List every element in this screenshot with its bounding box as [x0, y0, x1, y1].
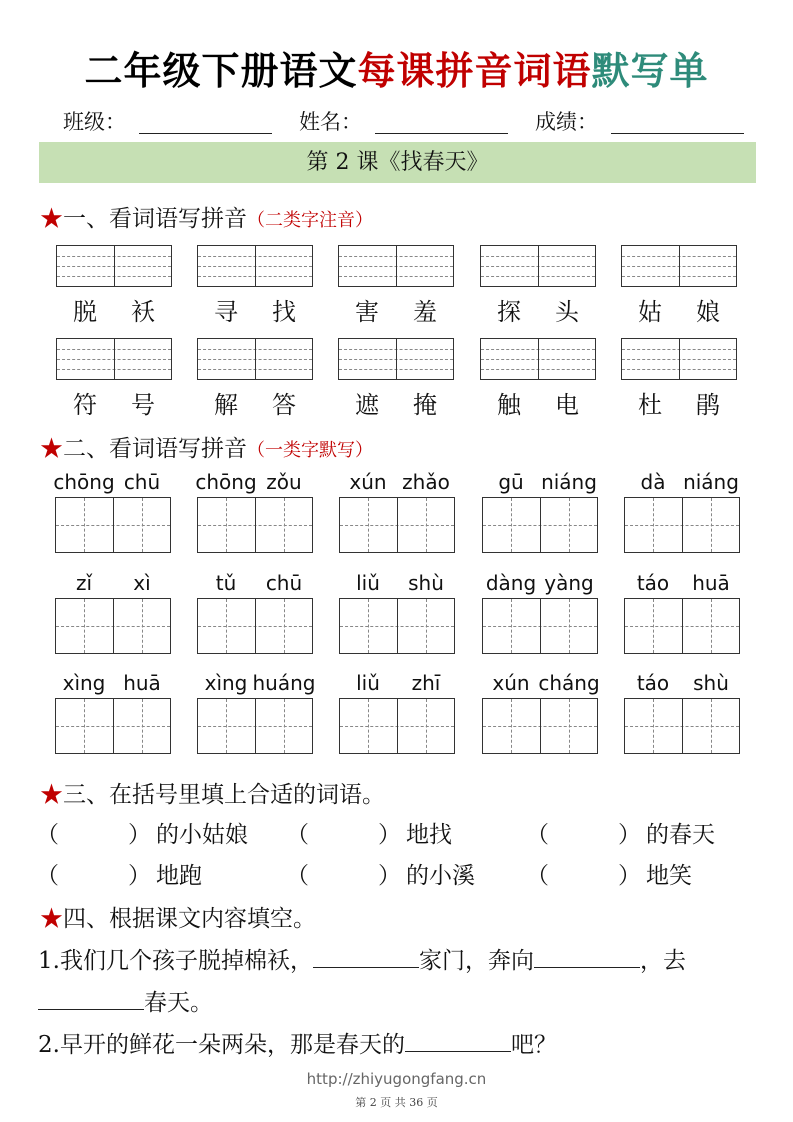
word-character: 姑	[638, 298, 662, 326]
section3-heading	[40, 776, 385, 809]
name-label: 姓名：	[299, 110, 362, 134]
question-1-line1	[38, 942, 686, 975]
fill-item-text: 的春天	[646, 822, 715, 848]
pinyin-writing-box[interactable]	[621, 245, 737, 287]
section4-heading	[40, 900, 316, 933]
close-paren: ）	[378, 822, 401, 848]
word-character: 鹃	[696, 391, 720, 419]
character-writing-box[interactable]	[55, 497, 171, 553]
pinyin-syllable: shù	[693, 671, 729, 695]
pinyin-syllable: huā	[123, 671, 161, 695]
open-paren: （	[36, 822, 59, 848]
word-character: 袄	[131, 298, 155, 326]
star-icon: ★	[40, 906, 63, 932]
pinyin-syllable: chū	[123, 470, 161, 494]
q1-blank-1[interactable]	[313, 945, 419, 968]
pinyin-syllable: niáng	[683, 470, 739, 494]
word-character: 解	[214, 391, 238, 419]
answer-slot[interactable]	[62, 816, 128, 844]
answer-slot[interactable]	[62, 857, 128, 885]
open-paren: （	[526, 822, 549, 848]
word-character: 号	[131, 391, 155, 419]
pinyin-writing-box[interactable]	[56, 338, 172, 380]
pinyin-syllable: xún	[349, 470, 387, 494]
word-character: 寻	[214, 298, 238, 326]
answer-slot[interactable]	[312, 816, 378, 844]
pinyin-syllable: táo	[636, 571, 670, 595]
pinyin-writing-box[interactable]	[197, 338, 313, 380]
pinyin-syllable: liǔ	[356, 671, 380, 695]
question-1-line2	[38, 984, 213, 1017]
pinyin-syllable: táo	[636, 671, 670, 695]
page-number: 第 2 页 共 36 页	[355, 1096, 438, 1109]
section1-title: 一、看词语写拼音	[63, 206, 247, 232]
question-2	[38, 1026, 557, 1059]
open-paren: （	[286, 822, 309, 848]
close-paren: ）	[378, 863, 401, 889]
answer-slot[interactable]	[552, 816, 618, 844]
star-icon: ★	[40, 206, 63, 232]
pinyin-syllable: chōng	[53, 470, 115, 494]
fill-item-text: 地笑	[646, 863, 692, 889]
title-part-grade: 二年级下册语文	[84, 48, 358, 93]
section1-heading	[40, 200, 373, 233]
word-character: 答	[272, 391, 296, 419]
pinyin-writing-box[interactable]	[56, 245, 172, 287]
word-character: 符	[73, 391, 97, 419]
answer-slot[interactable]	[552, 857, 618, 885]
section2-title: 二、看词语写拼音	[63, 436, 247, 462]
pinyin-syllable: gū	[498, 470, 524, 494]
character-writing-box[interactable]	[339, 698, 455, 754]
pinyin-syllable: xìng	[62, 671, 106, 695]
close-paren: ）	[618, 822, 641, 848]
open-paren: （	[526, 863, 549, 889]
class-label: 班级：	[63, 110, 126, 134]
pinyin-syllable: niáng	[541, 470, 597, 494]
title-part-dictation: 默写单	[591, 48, 709, 93]
q2-text-a: 2.早开的鲜花一朵两朵，那是春天的	[38, 1032, 405, 1058]
score-label: 成绩：	[535, 110, 598, 134]
pinyin-syllable: liǔ	[356, 571, 380, 595]
pinyin-syllable: huā	[692, 571, 730, 595]
character-writing-box[interactable]	[482, 497, 598, 553]
word-character: 触	[497, 391, 521, 419]
open-paren: （	[36, 863, 59, 889]
close-paren: ）	[128, 822, 151, 848]
word-character: 找	[272, 298, 296, 326]
close-paren: ）	[128, 863, 151, 889]
character-writing-box[interactable]	[624, 598, 740, 654]
word-character: 探	[497, 298, 521, 326]
name-field[interactable]	[375, 133, 508, 134]
character-writing-box[interactable]	[55, 598, 171, 654]
title-part-pinyin-words: 每课拼音词语	[357, 48, 592, 93]
q2-blank[interactable]	[405, 1029, 511, 1052]
pinyin-syllable: xìng	[204, 671, 248, 695]
q2-text-b: 吧？	[510, 1032, 557, 1058]
section1-note: （二类字注音）	[247, 210, 373, 231]
q1-blank-2[interactable]	[534, 945, 640, 968]
pinyin-syllable: zǐ	[75, 571, 93, 595]
character-writing-box[interactable]	[55, 698, 171, 754]
character-writing-box[interactable]	[197, 598, 313, 654]
star-icon: ★	[40, 436, 63, 462]
word-character: 脱	[73, 298, 97, 326]
pinyin-syllable: yàng	[544, 571, 594, 595]
section3-title: 三、在括号里填上合适的词语。	[63, 782, 385, 808]
word-character: 掩	[413, 391, 437, 419]
pinyin-syllable: xún	[492, 671, 530, 695]
word-character: 害	[355, 298, 379, 326]
pinyin-syllable: chū	[265, 571, 303, 595]
pinyin-writing-box[interactable]	[480, 245, 596, 287]
class-field[interactable]	[139, 133, 272, 134]
close-paren: ）	[618, 863, 641, 889]
open-paren: （	[286, 863, 309, 889]
section2-note: （一类字默写）	[247, 440, 373, 461]
pinyin-syllable: dà	[640, 470, 666, 494]
pinyin-syllable: zhī	[411, 671, 441, 695]
word-character: 头	[555, 298, 579, 326]
character-writing-box[interactable]	[197, 497, 313, 553]
word-character: 电	[555, 391, 579, 419]
character-writing-box[interactable]	[482, 698, 598, 754]
fill-item-text: 地找	[406, 822, 452, 848]
q1-text-c: ，去	[639, 948, 686, 974]
q1-text-a: 1.我们几个孩子脱掉棉袄，	[38, 948, 313, 974]
page-title	[0, 40, 793, 95]
pinyin-syllable: tǔ	[215, 571, 237, 595]
pinyin-writing-box[interactable]	[480, 338, 596, 380]
pinyin-syllable: chōng	[195, 470, 257, 494]
footer-url: http://zhiyugongfang.cn	[306, 1070, 487, 1088]
pinyin-syllable: xì	[133, 571, 151, 595]
pinyin-syllable: dàng	[485, 571, 537, 595]
character-writing-box[interactable]	[624, 698, 740, 754]
section2-heading	[40, 430, 373, 463]
pinyin-syllable: zhǎo	[402, 470, 450, 494]
pinyin-writing-box[interactable]	[197, 245, 313, 287]
character-writing-box[interactable]	[339, 598, 455, 654]
star-icon: ★	[40, 782, 63, 808]
score-field[interactable]	[611, 133, 744, 134]
q1-text-b: 家门，奔向	[418, 948, 534, 974]
character-writing-box[interactable]	[339, 497, 455, 553]
q1-blank-3[interactable]	[38, 987, 144, 1010]
word-character: 娘	[696, 298, 720, 326]
section4-title: 四、根据课文内容填空。	[63, 906, 316, 932]
word-character: 杜	[638, 391, 662, 419]
character-writing-box[interactable]	[624, 497, 740, 553]
character-writing-box[interactable]	[482, 598, 598, 654]
fill-item-text: 的小溪	[406, 863, 475, 889]
pinyin-syllable: shù	[408, 571, 444, 595]
pinyin-writing-box[interactable]	[338, 245, 454, 287]
fill-item-text: 地跑	[156, 863, 202, 889]
word-character: 羞	[413, 298, 437, 326]
pinyin-syllable: huáng	[252, 671, 316, 695]
lesson-title-bar: 第 2 课《找春天》	[39, 142, 756, 183]
word-character: 遮	[355, 391, 379, 419]
pinyin-writing-box[interactable]	[621, 338, 737, 380]
pinyin-syllable: zǒu	[266, 470, 302, 494]
answer-slot[interactable]	[312, 857, 378, 885]
q1-text-d: 春天。	[144, 990, 213, 1016]
character-writing-box[interactable]	[197, 698, 313, 754]
fill-item-text: 的小姑娘	[156, 822, 248, 848]
pinyin-syllable: cháng	[538, 671, 600, 695]
pinyin-writing-box[interactable]	[338, 338, 454, 380]
